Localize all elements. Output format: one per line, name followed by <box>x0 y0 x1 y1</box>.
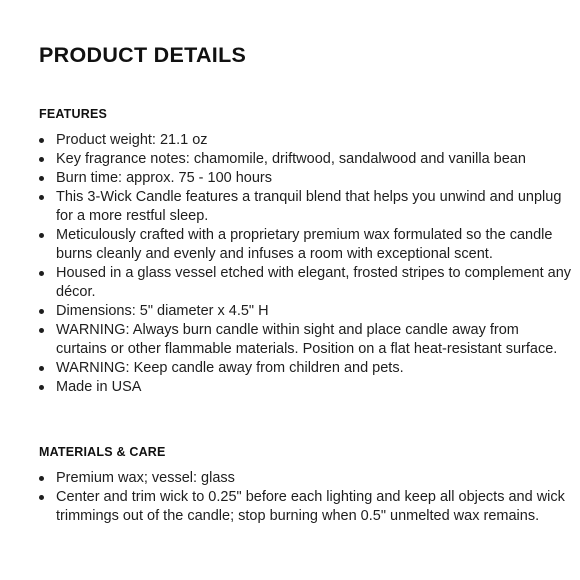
materials-care-list <box>39 469 572 526</box>
feature-item-wax: Meticulously crafted with a proprietary premium wax formulated so the candle burns cleanly and evenly and infuses a room with exceptional scent. <box>39 226 572 264</box>
feature-item-burn-time: Burn time: approx. 75 - 100 hours <box>39 169 572 188</box>
materials-item-care-instructions: Center and trim wick to 0.25" before each lighting and keep all objects and wick trimmings out of the candle; stop burning when 0.5" unmelted wax remains. <box>39 488 572 526</box>
features-section <box>39 106 572 397</box>
page-title: PRODUCT DETAILS <box>39 43 247 67</box>
feature-item-warning-children: WARNING: Keep candle away from children and pets. <box>39 359 572 378</box>
features-list <box>39 131 572 397</box>
materials-care-heading: MATERIALS & CARE <box>39 445 166 459</box>
feature-item-origin: Made in USA <box>39 378 572 397</box>
materials-item-composition: Premium wax; vessel: glass <box>39 469 572 488</box>
feature-item-description: This 3-Wick Candle features a tranquil blend that helps you unwind and unplug for a more restful sleep. <box>39 188 572 226</box>
feature-item-dimensions: Dimensions: 5" diameter x 4.5" H <box>39 302 572 321</box>
materials-care-section <box>39 444 572 526</box>
feature-item-weight: Product weight: 21.1 oz <box>39 131 572 150</box>
feature-item-fragrance-notes: Key fragrance notes: chamomile, driftwood, sandalwood and vanilla bean <box>39 150 572 169</box>
feature-item-vessel: Housed in a glass vessel etched with elegant, frosted stripes to complement any décor. <box>39 264 572 302</box>
feature-item-warning-burn: WARNING: Always burn candle within sight and place candle away from curtains or other flammable materials. Position on a flat heat-resistant surface. <box>39 321 572 359</box>
features-heading: FEATURES <box>39 107 108 121</box>
